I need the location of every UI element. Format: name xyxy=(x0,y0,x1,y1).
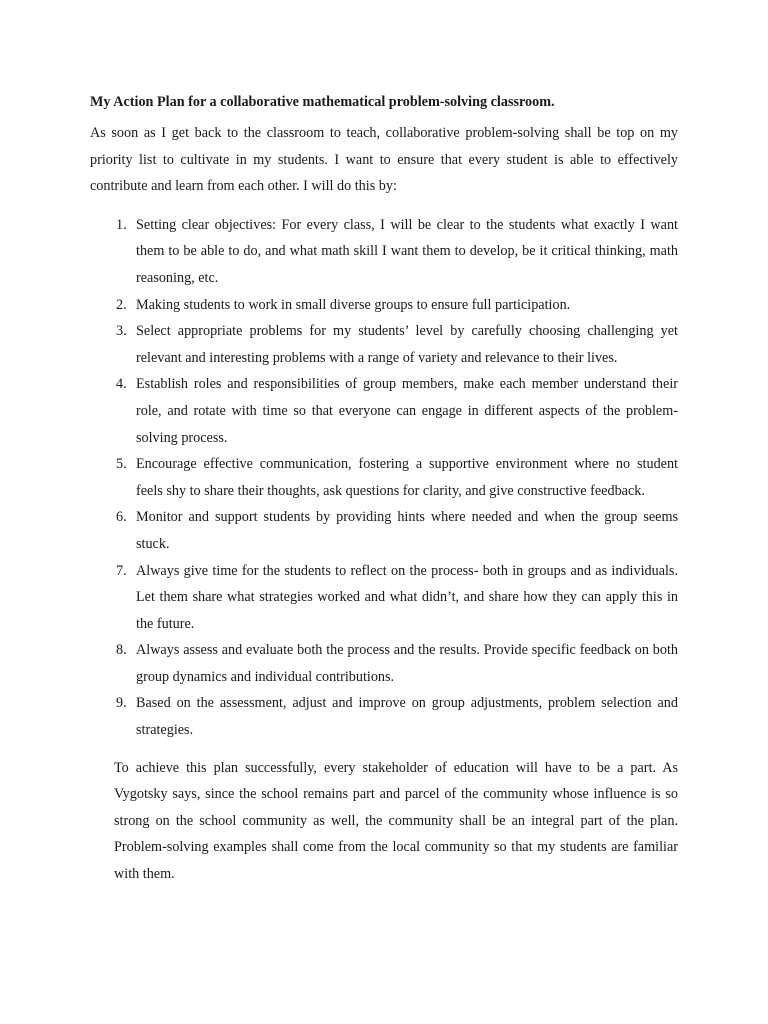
list-item-text: Always give time for the students to reflect on the process- both in groups and as individuals. Let them share what strategies worked and what didn’t, and share how they can apply this in the future. xyxy=(136,562,678,632)
list-item-number: 7. xyxy=(116,562,127,579)
list-item-number: 8. xyxy=(116,642,127,659)
document-title: My Action Plan for a collaborative mathematical problem-solving classroom. xyxy=(90,94,555,110)
list-item-number: 3. xyxy=(116,323,127,340)
list-item-text: Setting clear objectives: For every class, I will be clear to the students what exactly I want them to be able to do, and what math skill I want them to develop, be it critical thinking, math reasoning, etc. xyxy=(136,216,678,286)
list-item xyxy=(90,371,678,451)
list-item-number: 5. xyxy=(116,456,127,473)
list-item-number: 1. xyxy=(116,216,127,233)
list-item-text: Select appropriate problems for my students’ level by carefully choosing challenging yet relevant and interesting problems with a range of variety and relevance to their lives. xyxy=(136,323,678,366)
action-list xyxy=(90,212,678,744)
list-item xyxy=(90,212,678,292)
list-item-text: Based on the assessment, adjust and improve on group adjustments, problem selection and strategies. xyxy=(136,695,678,739)
list-item xyxy=(90,504,678,557)
list-item xyxy=(90,318,678,371)
list-item-number: 9. xyxy=(116,695,127,712)
list-item xyxy=(90,558,678,638)
document-page xyxy=(90,92,678,888)
list-item-text: Making students to work in small diverse groups to ensure full participation. xyxy=(136,296,571,313)
list-item xyxy=(90,690,678,743)
list-item-text: Encourage effective communication, fostering a supportive environment where no student feels shy to share their thoughts, ask questions for clarity, and give constructive feedback. xyxy=(136,456,678,499)
list-item xyxy=(90,637,678,690)
list-item xyxy=(90,292,678,319)
list-item-number: 2. xyxy=(116,296,127,313)
list-item-number: 6. xyxy=(116,509,127,526)
closing-paragraph: To achieve this plan successfully, every stakeholder of education will have to be a part. As Vygotsky says, since the school remains part and parcel of the community whose influence is so strong on the school community as well, the community shall be an integral part of the plan. Problem-solving examples shall come from the local community so that my students are familiar with them. xyxy=(114,759,678,883)
list-item-text: Monitor and support students by providing hints where needed and when the group seems stuck. xyxy=(136,509,678,552)
list-item-text: Establish roles and responsibilities of group members, make each member understand their role, and rotate with time so that everyone can engage in different aspects of the problem-solving process. xyxy=(136,376,678,446)
list-item-number: 4. xyxy=(116,376,127,393)
list-item xyxy=(90,451,678,504)
intro-paragraph: As soon as I get back to the classroom to teach, collaborative problem-solving shall be top on my priority list to cultivate in my students. I want to ensure that every student is able to effectively contribute and learn from each other. I will do this by: xyxy=(90,125,678,195)
list-item-text: Always assess and evaluate both the process and the results. Provide specific feedback on both group dynamics and individual contributions. xyxy=(136,642,678,685)
